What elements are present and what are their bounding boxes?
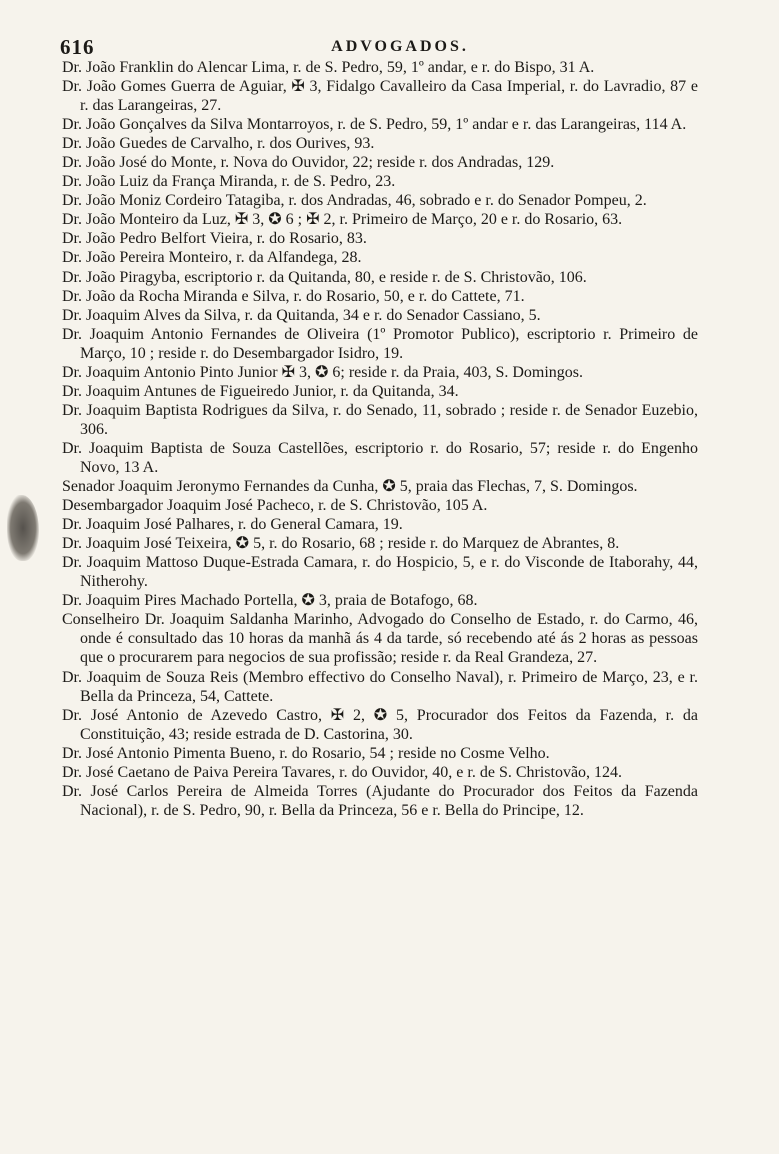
list-item: Dr. Joaquim Antonio Fernandes de Oliveira (1º Promotor Publico), escriptorio r. Primeiro de Março, 10 ; reside r. do Desembargador Isidro, 19.	[62, 325, 698, 362]
list-item: Dr. Joaquim de Souza Reis (Membro effectivo do Conselho Naval), r. Primeiro de Março, 23, e r. Bella da Princeza, 54, Cattete.	[62, 668, 698, 705]
list-item: Dr. Joaquim Baptista Rodrigues da Silva, r. do Senado, 11, sobrado ; reside r. de Senador Euzebio, 306.	[62, 401, 698, 438]
list-item: Dr. João Pereira Monteiro, r. da Alfandega, 28.	[62, 249, 362, 267]
list-item: Dr. João Luiz da França Miranda, r. de S. Pedro, 23.	[62, 173, 396, 191]
list-item: Dr. João Guedes de Carvalho, r. dos Ourives, 93.	[62, 135, 375, 153]
list-item: Dr. José Carlos Pereira de Almeida Torres (Ajudante do Procurador dos Feitos da Fazenda Nacional), r. de S. Pedro, 90, r. Bella da Princeza, 56 e r. Bella do Principe, 12.	[62, 782, 698, 819]
list-item: Dr. João Franklin do Alencar Lima, r. de S. Pedro, 59, 1º andar, e r. do Bispo, 31 A.	[62, 59, 595, 76]
list-item: Dr. João Moniz Cordeiro Tatagiba, r. dos Andradas, 46, sobrado e r. do Senador Pompeu, 2.	[62, 192, 647, 210]
ink-stain	[7, 495, 39, 561]
list-item: Dr. Joaquim Pires Machado Portella, ✪ 3, praia de Botafogo, 68.	[62, 592, 478, 610]
list-item: Dr. Joaquim Antunes de Figueiredo Junior, r. da Quitanda, 34.	[62, 382, 459, 400]
list-item: Desembargador Joaquim José Pacheco, r. de S. Christovão, 105 A.	[62, 497, 488, 515]
list-item: Dr. João José do Monte, r. Nova do Ouvidor, 22; reside r. dos Andradas, 129.	[62, 154, 555, 172]
list-item: Dr. João Piragyba, escriptorio r. da Quitanda, 80, e reside r. de S. Christovão, 106.	[62, 268, 587, 286]
list-item: Dr. Joaquim Antonio Pinto Junior ✠ 3, ✪ 6; reside r. da Praia, 403, S. Domingos.	[62, 363, 584, 381]
list-item: Dr. João Pedro Belfort Vieira, r. do Rosario, 83.	[62, 230, 367, 248]
list-item: Dr. José Caetano de Paiva Pereira Tavares, r. do Ouvidor, 40, e r. de S. Christovão, 124.	[62, 763, 623, 781]
list-item: Dr. Joaquim Baptista de Souza Castellões, escriptorio r. do Rosario, 57; reside r. do Engenho Novo, 13 A.	[62, 439, 698, 476]
list-item: Dr. José Antonio Pimenta Bueno, r. do Rosario, 54 ; reside no Cosme Velho.	[62, 744, 550, 762]
running-head: ADVOGADOS.	[331, 38, 469, 55]
page-header	[60, 35, 740, 59]
list-item: Dr. Joaquim José Palhares, r. do General Camara, 19.	[62, 516, 403, 534]
entry-list	[62, 58, 698, 820]
list-item: Dr. João Monteiro da Luz, ✠ 3, ✪ 6 ; ✠ 2, r. Primeiro de Março, 20 e r. do Rosario, 63.	[62, 211, 623, 229]
list-item: Conselheiro Dr. Joaquim Saldanha Marinho, Advogado do Conselho de Estado, r. do Carmo, 46, onde é consultado das 10 horas da manhã ás 4 da tarde, só recebendo até ás 2 horas as pessoas que o procurarem para negocios de sua profissão; reside r. da Real Grandeza, 27.	[62, 611, 698, 667]
list-item: Dr. Joaquim Alves da Silva, r. da Quitanda, 34 e r. do Senador Cassiano, 5.	[62, 306, 541, 324]
list-item: Dr. João da Rocha Miranda e Silva, r. do Rosario, 50, e r. do Cattete, 71.	[62, 287, 525, 305]
page-number: 616	[60, 35, 95, 59]
list-item: Dr. João Gomes Guerra de Aguiar, ✠ 3, Fidalgo Cavalleiro da Casa Imperial, r. do Lavradio, 87 e r. das Larangeiras, 27.	[62, 78, 698, 115]
list-item: Dr. João Gonçalves da Silva Montarroyos, r. de S. Pedro, 59, 1º andar e r. das Larangeiras, 114 A.	[62, 116, 687, 134]
list-item: Dr. Joaquim Mattoso Duque-Estrada Camara, r. do Hospicio, 5, e r. do Visconde de Itaborahy, 44, Nitherohy.	[62, 554, 698, 591]
list-item: Dr. Joaquim José Teixeira, ✪ 5, r. do Rosario, 68 ; reside r. do Marquez de Abrantes, 8.	[62, 535, 620, 553]
list-item: Senador Joaquim Jeronymo Fernandes da Cunha, ✪ 5, praia das Flechas, 7, S. Domingos.	[62, 478, 638, 496]
list-item: Dr. José Antonio de Azevedo Castro, ✠ 2, ✪ 5, Procurador dos Feitos da Fazenda, r. da Constituição, 43; reside estrada de D. Castorina, 30.	[62, 706, 698, 743]
